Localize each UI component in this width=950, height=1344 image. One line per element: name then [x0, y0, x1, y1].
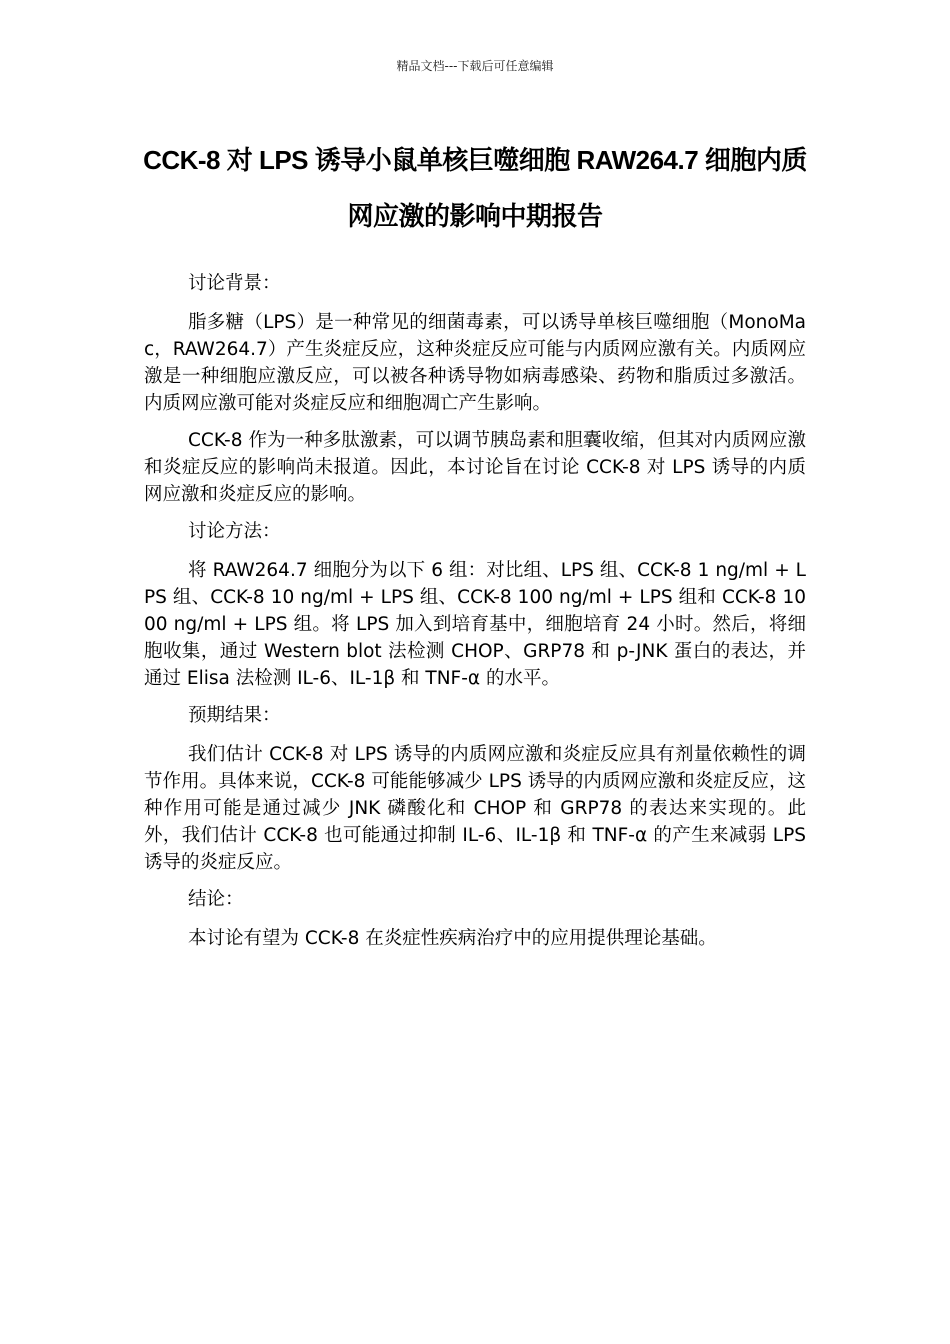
- results-heading: 预期结果：: [188, 705, 281, 726]
- background-paragraph-2: CCK-8 作为一种多肽激素，可以调节胰岛素和胆囊收缩，但其对内质网应激和炎症反应的影响尚未报道。因此，本讨论旨在讨论 CCK-8 对 LPS 诱导的内质网应激和炎症反应的影响。: [144, 430, 806, 505]
- background-paragraph-1: 脂多糖（LPS）是一种常见的细菌毒素，可以诱导单核巨噬细胞（MonoMac，RAW264.7）产生炎症反应，这种炎症反应可能与内质网应激有关。内质网应激是一种细胞应激反应，可以被各种诱导物如病毒感染、药物和脂质过多激活。内质网应激可能对炎症反应和细胞凋亡产生影响。: [144, 312, 806, 414]
- background-heading: 讨论背景：: [188, 273, 281, 294]
- page-header-note: 精品文档---下载后可任意编辑: [396, 59, 554, 73]
- document-body: [144, 270, 806, 962]
- methods-heading: 讨论方法：: [188, 521, 281, 542]
- results-paragraph: 我们估计 CCK-8 对 LPS 诱导的内质网应激和炎症反应具有剂量依赖性的调节作用。具体来说，CCK-8 可能能够减少 LPS 诱导的内质网应激和炎症反应，这种作用可能是通过减少 JNK 磷酸化和 CHOP 和 GRP78 的表达来实现的。此外，我们估计 CCK-8 也可能通过抑制 IL-6、IL-1β 和 TNF-α 的产生来减弱 LPS 诱导的炎症反应。: [144, 744, 806, 873]
- document-title: CCK-8 对 LPS 诱导小鼠单核巨噬细胞 RAW264.7 细胞内质网应激的影响中期报告: [143, 145, 807, 231]
- conclusion-heading: 结论：: [188, 889, 244, 910]
- methods-paragraph: 将 RAW264.7 细胞分为以下 6 组：对比组、LPS 组、CCK-8 1 ng/ml + LPS 组、CCK-8 10 ng/ml + LPS 组、CCK-8 100 ng/ml + LPS 组和 CCK-8 1000 ng/ml + LPS 组。将 LPS 加入到培育基中，细胞培育 24 小时。然后，将细胞收集，通过 Western blot 法检测 CHOP、GRP78 和 p-JNK 蛋白的表达，并通过 Elisa 法检测 IL-6、IL-1β 和 TNF-α 的水平。: [144, 560, 806, 689]
- conclusion-paragraph: 本讨论有望为 CCK-8 在炎症性疾病治疗中的应用提供理论基础。: [188, 928, 717, 949]
